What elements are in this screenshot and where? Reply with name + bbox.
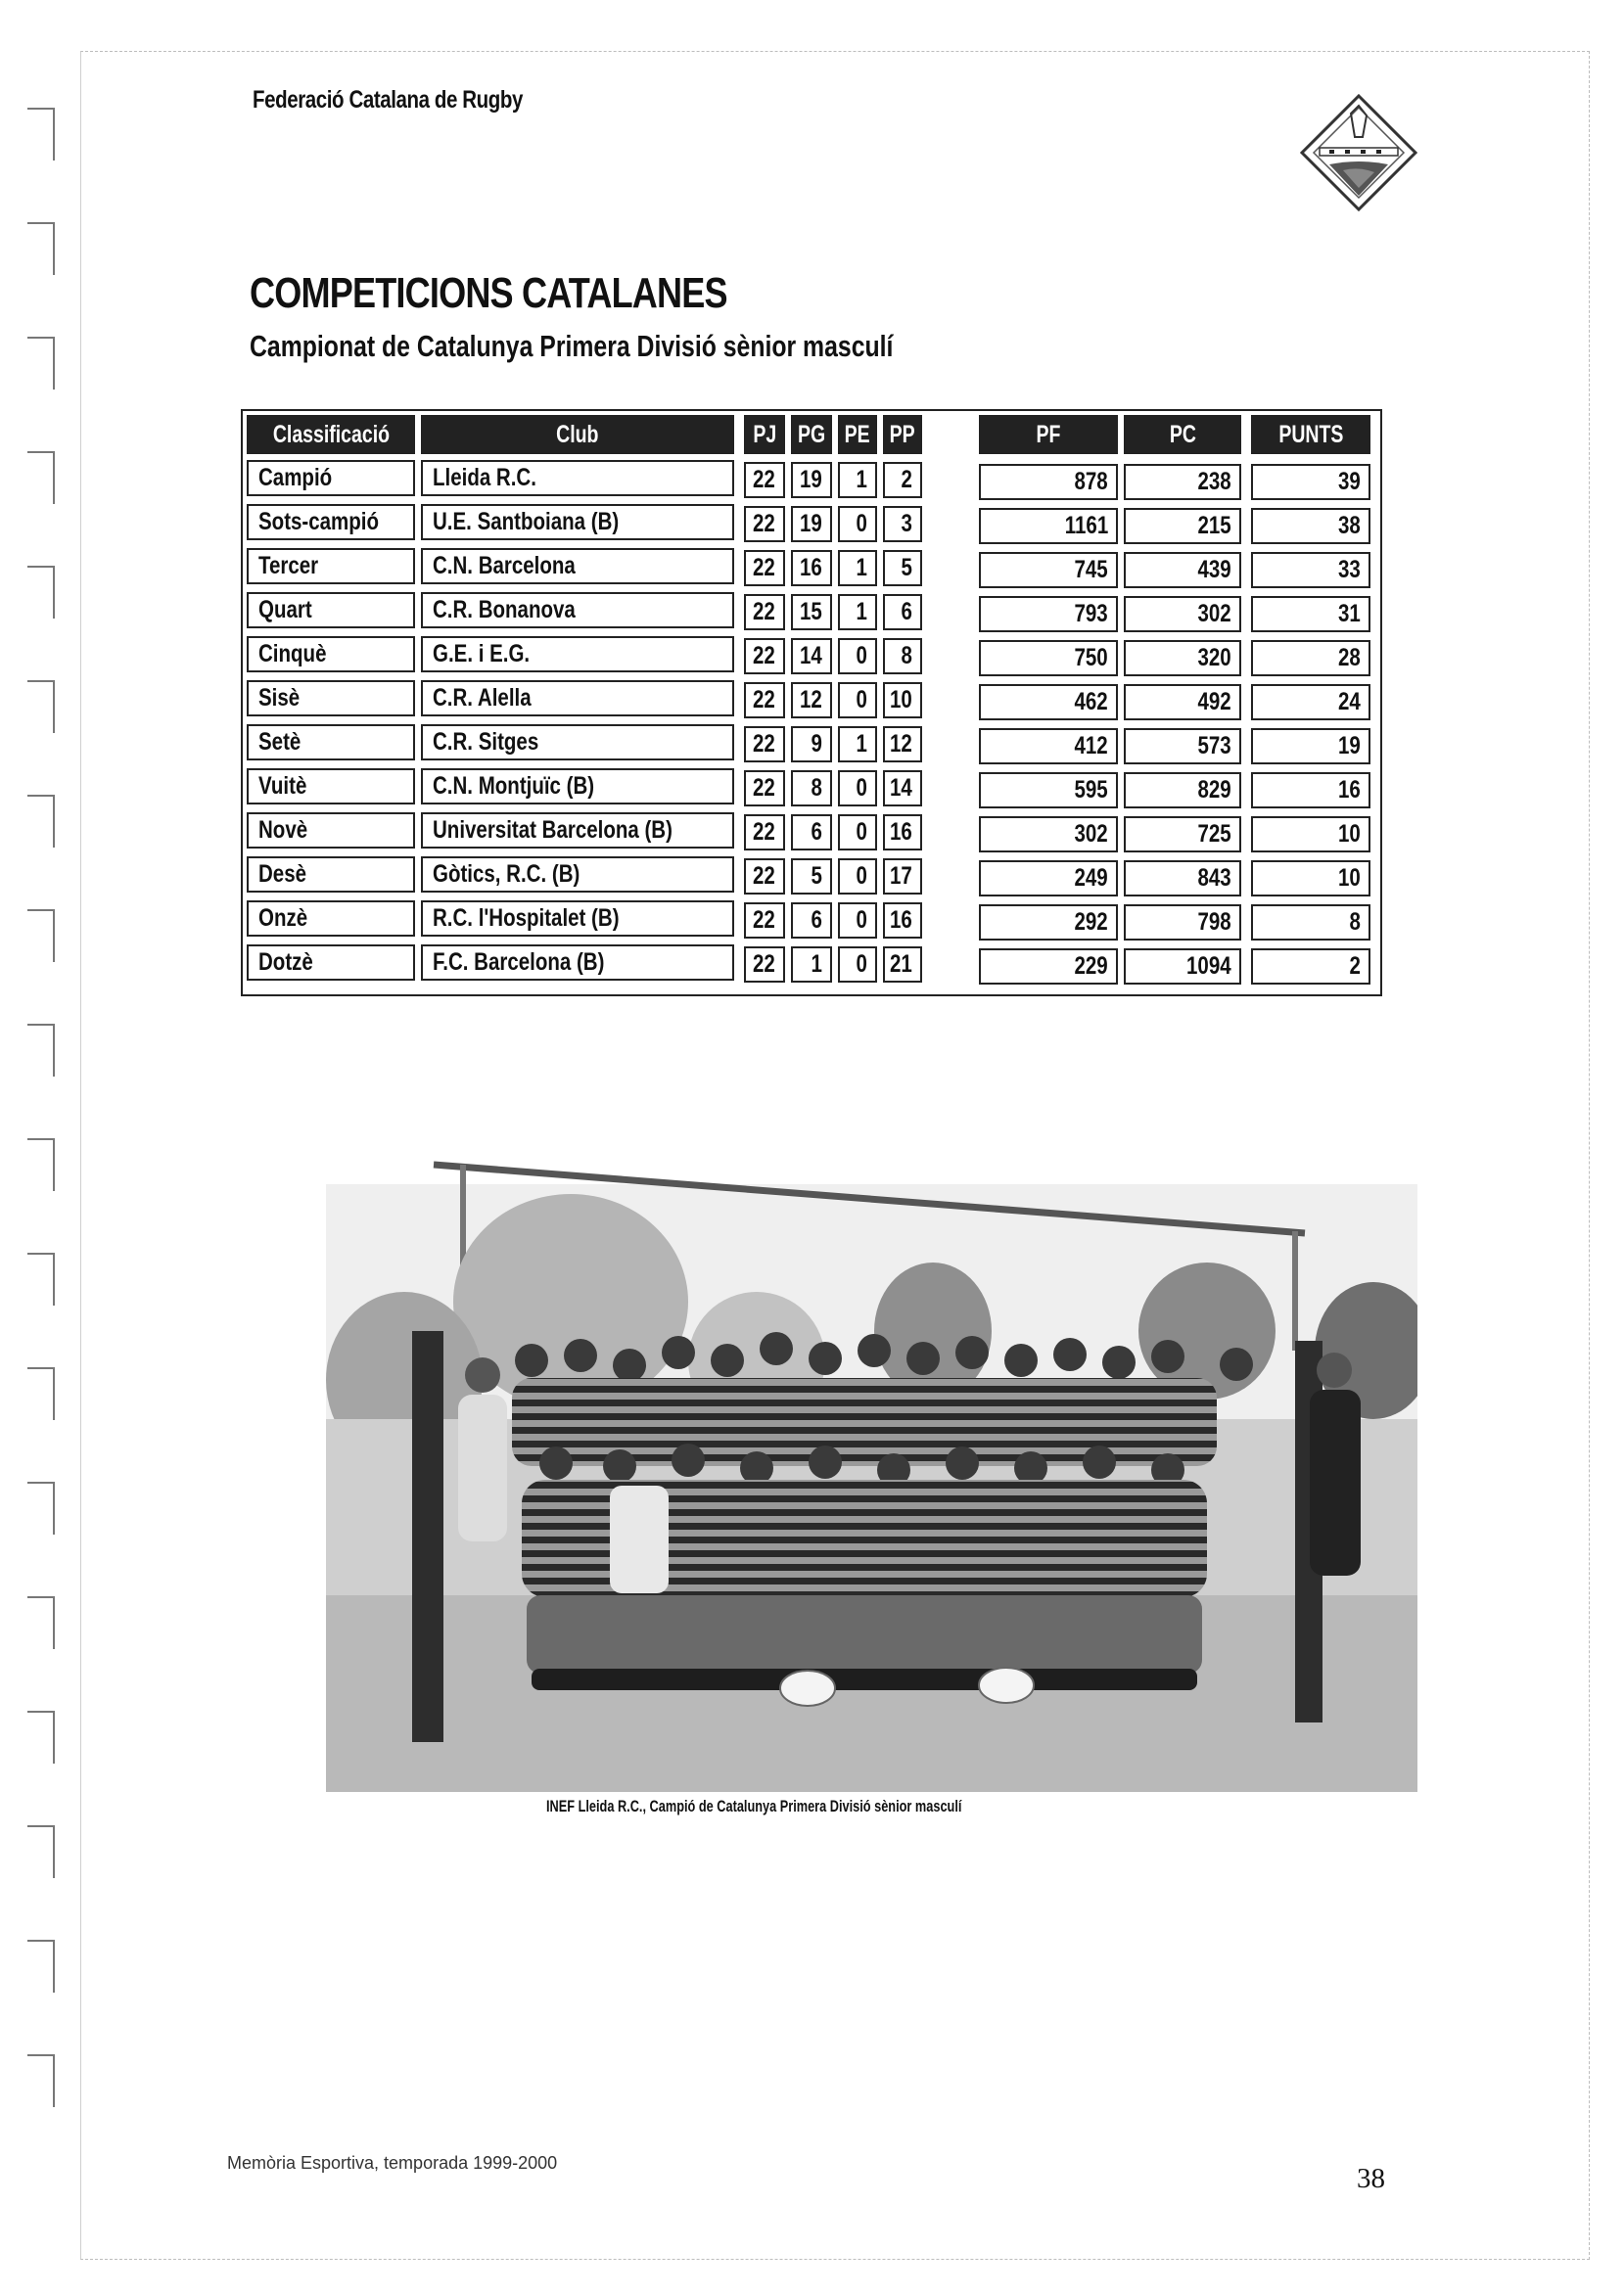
drawn-cell-text: 1 xyxy=(856,730,867,758)
binder-mark xyxy=(27,108,55,161)
lost-cell xyxy=(883,462,922,498)
played-cell xyxy=(744,726,785,762)
won-cell-text: 12 xyxy=(800,686,822,713)
column-header-text: Classificació xyxy=(272,420,390,448)
total-points-cell-text: 8 xyxy=(1349,908,1361,936)
lost-cell-text: 16 xyxy=(890,818,912,846)
points-against-cell-text: 320 xyxy=(1197,644,1231,671)
drawn-cell-text: 1 xyxy=(856,598,867,625)
points-against-cell xyxy=(1124,860,1241,896)
position-cell-text: Desè xyxy=(258,860,307,888)
drawn-cell-text: 0 xyxy=(856,642,867,669)
played-cell-text: 22 xyxy=(753,510,775,537)
club-cell xyxy=(421,460,734,496)
binder-margin xyxy=(0,0,78,2296)
lost-cell-text: 14 xyxy=(890,774,912,802)
lost-cell-text: 21 xyxy=(890,950,912,978)
binder-mark xyxy=(27,795,55,848)
points-for-cell xyxy=(979,464,1118,500)
club-cell-text: G.E. i E.G. xyxy=(433,640,531,667)
points-against-cell-text: 492 xyxy=(1197,688,1231,715)
club-cell xyxy=(421,636,734,672)
lost-cell xyxy=(883,770,922,806)
played-cell-text: 22 xyxy=(753,818,775,846)
total-points-cell xyxy=(1251,772,1370,808)
standings-table xyxy=(241,409,1382,996)
drawn-cell-text: 0 xyxy=(856,686,867,713)
binder-mark xyxy=(27,1596,55,1649)
points-against-cell-text: 1094 xyxy=(1186,952,1231,980)
photo-caption: INEF Lleida R.C., Campió de Catalunya Primera Divisió sènior masculí xyxy=(546,1797,962,1815)
drawn-cell-text: 0 xyxy=(856,774,867,802)
points-for-cell xyxy=(979,860,1118,896)
lost-cell xyxy=(883,946,922,983)
club-cell xyxy=(421,944,734,981)
drawn-cell xyxy=(838,550,877,586)
position-cell-text: Sots-campió xyxy=(258,508,380,535)
club-cell-text: C.R. Sitges xyxy=(433,728,539,756)
total-points-cell-text: 33 xyxy=(1338,556,1361,583)
total-points-cell-text: 19 xyxy=(1338,732,1361,759)
won-cell xyxy=(791,858,832,895)
won-cell xyxy=(791,506,832,542)
points-against-cell-text: 215 xyxy=(1197,512,1231,539)
position-cell-text: Novè xyxy=(258,816,308,844)
played-cell xyxy=(744,858,785,895)
team-photo-icon xyxy=(326,1125,1417,1792)
page-number: 38 xyxy=(1357,2163,1385,2194)
column-header xyxy=(838,415,877,454)
position-cell xyxy=(247,460,415,496)
points-against-cell xyxy=(1124,772,1241,808)
played-cell-text: 22 xyxy=(753,598,775,625)
column-header-text: PC xyxy=(1169,420,1196,448)
position-cell xyxy=(247,548,415,584)
club-cell xyxy=(421,768,734,804)
drawn-cell xyxy=(838,814,877,850)
position-cell-text: Cinquè xyxy=(258,640,327,667)
total-points-cell-text: 2 xyxy=(1349,952,1361,980)
lost-cell xyxy=(883,682,922,718)
points-against-cell xyxy=(1124,508,1241,544)
page-title: COMPETICIONS CATALANES xyxy=(250,269,727,317)
club-cell xyxy=(421,592,734,628)
club-cell-text: Lleida R.C. xyxy=(433,464,536,491)
binder-mark xyxy=(27,1253,55,1306)
lost-cell xyxy=(883,814,922,850)
played-cell xyxy=(744,946,785,983)
total-points-cell xyxy=(1251,552,1370,588)
points-against-cell-text: 238 xyxy=(1197,468,1231,495)
points-against-cell-text: 829 xyxy=(1197,776,1231,804)
total-points-cell-text: 10 xyxy=(1338,820,1361,848)
lost-cell-text: 5 xyxy=(901,554,912,581)
points-against-cell xyxy=(1124,728,1241,764)
column-header xyxy=(744,415,785,454)
points-for-cell-text: 292 xyxy=(1074,908,1108,936)
total-points-cell xyxy=(1251,860,1370,896)
drawn-cell-text: 1 xyxy=(856,466,867,493)
played-cell-text: 22 xyxy=(753,950,775,978)
total-points-cell-text: 39 xyxy=(1338,468,1361,495)
points-for-cell xyxy=(979,508,1118,544)
position-cell-text: Vuitè xyxy=(258,772,307,800)
played-cell xyxy=(744,814,785,850)
footer-text: Memòria Esportiva, temporada 1999-2000 xyxy=(227,2153,558,2173)
drawn-cell xyxy=(838,726,877,762)
column-header xyxy=(883,415,922,454)
points-against-cell xyxy=(1124,948,1241,985)
page-subtitle: Campionat de Catalunya Primera Divisió sènior masculí xyxy=(250,329,894,363)
column-header-text: PJ xyxy=(753,420,776,448)
played-cell xyxy=(744,506,785,542)
drawn-cell xyxy=(838,682,877,718)
total-points-cell-text: 28 xyxy=(1338,644,1361,671)
position-cell xyxy=(247,944,415,981)
points-against-cell-text: 725 xyxy=(1197,820,1231,848)
total-points-cell-text: 24 xyxy=(1338,688,1361,715)
points-for-cell xyxy=(979,552,1118,588)
total-points-cell xyxy=(1251,816,1370,852)
club-cell xyxy=(421,504,734,540)
position-cell-text: Setè xyxy=(258,728,302,756)
won-cell-text: 6 xyxy=(811,818,822,846)
won-cell xyxy=(791,682,832,718)
drawn-cell xyxy=(838,462,877,498)
won-cell-text: 6 xyxy=(811,906,822,934)
total-points-cell xyxy=(1251,904,1370,941)
lost-cell-text: 16 xyxy=(890,906,912,934)
position-cell xyxy=(247,592,415,628)
points-for-cell-text: 1161 xyxy=(1064,512,1108,539)
points-for-cell xyxy=(979,640,1118,676)
lost-cell-text: 12 xyxy=(890,730,912,758)
won-cell xyxy=(791,550,832,586)
column-header-text: Club xyxy=(556,420,599,448)
binder-mark xyxy=(27,1024,55,1077)
won-cell-text: 9 xyxy=(811,730,822,758)
column-header xyxy=(1251,415,1370,454)
won-cell-text: 19 xyxy=(800,466,822,493)
drawn-cell xyxy=(838,506,877,542)
club-cell-text: Universitat Barcelona (B) xyxy=(433,816,673,844)
played-cell xyxy=(744,682,785,718)
binder-mark xyxy=(27,1711,55,1764)
points-for-cell xyxy=(979,684,1118,720)
points-for-cell xyxy=(979,816,1118,852)
played-cell-text: 22 xyxy=(753,554,775,581)
drawn-cell xyxy=(838,770,877,806)
column-header xyxy=(1124,415,1241,454)
points-against-cell-text: 302 xyxy=(1197,600,1231,627)
column-header xyxy=(791,415,832,454)
total-points-cell xyxy=(1251,640,1370,676)
points-for-cell-text: 793 xyxy=(1074,600,1108,627)
federation-logo-icon xyxy=(1300,94,1417,211)
total-points-cell xyxy=(1251,948,1370,985)
lost-cell-text: 6 xyxy=(901,598,912,625)
position-cell xyxy=(247,636,415,672)
played-cell xyxy=(744,462,785,498)
points-for-cell-text: 229 xyxy=(1074,952,1108,980)
won-cell xyxy=(791,726,832,762)
points-against-cell xyxy=(1124,596,1241,632)
won-cell-text: 16 xyxy=(800,554,822,581)
club-cell-text: C.R. Alella xyxy=(433,684,532,712)
won-cell-text: 19 xyxy=(800,510,822,537)
lost-cell-text: 2 xyxy=(901,466,912,493)
played-cell-text: 22 xyxy=(753,862,775,890)
lost-cell-text: 3 xyxy=(901,510,912,537)
won-cell-text: 14 xyxy=(800,642,822,669)
column-header-text: PE xyxy=(844,420,871,448)
won-cell xyxy=(791,814,832,850)
played-cell-text: 22 xyxy=(753,642,775,669)
points-against-cell xyxy=(1124,816,1241,852)
position-cell-text: Dotzè xyxy=(258,948,313,976)
points-for-cell-text: 750 xyxy=(1074,644,1108,671)
total-points-cell-text: 38 xyxy=(1338,512,1361,539)
played-cell-text: 22 xyxy=(753,466,775,493)
binder-mark xyxy=(27,451,55,504)
binder-mark xyxy=(27,222,55,275)
won-cell xyxy=(791,638,832,674)
total-points-cell-text: 16 xyxy=(1338,776,1361,804)
club-cell-text: C.N. Barcelona xyxy=(433,552,576,579)
points-for-cell xyxy=(979,948,1118,985)
lost-cell xyxy=(883,726,922,762)
points-for-cell xyxy=(979,728,1118,764)
points-for-cell-text: 595 xyxy=(1074,776,1108,804)
played-cell-text: 22 xyxy=(753,730,775,758)
points-for-cell-text: 302 xyxy=(1074,820,1108,848)
position-cell-text: Campió xyxy=(258,464,333,491)
points-for-cell-text: 412 xyxy=(1074,732,1108,759)
won-cell-text: 1 xyxy=(811,950,822,978)
position-cell xyxy=(247,768,415,804)
points-against-cell-text: 843 xyxy=(1197,864,1231,892)
won-cell-text: 5 xyxy=(811,862,822,890)
position-cell-text: Onzè xyxy=(258,904,308,932)
position-cell xyxy=(247,900,415,937)
column-header-text: PG xyxy=(797,420,826,448)
points-against-cell-text: 573 xyxy=(1197,732,1231,759)
points-against-cell-text: 439 xyxy=(1197,556,1231,583)
points-for-cell xyxy=(979,596,1118,632)
total-points-cell xyxy=(1251,684,1370,720)
won-cell xyxy=(791,902,832,939)
total-points-cell-text: 31 xyxy=(1338,600,1361,627)
club-cell xyxy=(421,680,734,716)
played-cell-text: 22 xyxy=(753,774,775,802)
won-cell xyxy=(791,946,832,983)
total-points-cell xyxy=(1251,596,1370,632)
played-cell xyxy=(744,638,785,674)
points-against-cell-text: 798 xyxy=(1197,908,1231,936)
binder-mark xyxy=(27,680,55,733)
club-cell-text: C.N. Montjuïc (B) xyxy=(433,772,595,800)
club-cell xyxy=(421,856,734,893)
drawn-cell-text: 1 xyxy=(856,554,867,581)
drawn-cell xyxy=(838,858,877,895)
column-header xyxy=(247,415,415,454)
total-points-cell-text: 10 xyxy=(1338,864,1361,892)
points-for-cell-text: 462 xyxy=(1074,688,1108,715)
lost-cell-text: 8 xyxy=(901,642,912,669)
won-cell xyxy=(791,770,832,806)
position-cell xyxy=(247,812,415,849)
drawn-cell-text: 0 xyxy=(856,510,867,537)
lost-cell xyxy=(883,550,922,586)
binder-mark xyxy=(27,1482,55,1535)
binder-mark xyxy=(27,1825,55,1878)
lost-cell xyxy=(883,858,922,895)
column-header-text: PP xyxy=(889,420,916,448)
points-against-cell xyxy=(1124,552,1241,588)
played-cell-text: 22 xyxy=(753,906,775,934)
drawn-cell-text: 0 xyxy=(856,862,867,890)
club-cell-text: Gòtics, R.C. (B) xyxy=(433,860,580,888)
column-header-text: PUNTS xyxy=(1277,420,1344,448)
points-against-cell xyxy=(1124,684,1241,720)
position-cell xyxy=(247,680,415,716)
points-for-cell-text: 745 xyxy=(1074,556,1108,583)
played-cell xyxy=(744,902,785,939)
column-header xyxy=(421,415,734,454)
drawn-cell xyxy=(838,946,877,983)
club-cell xyxy=(421,548,734,584)
played-cell xyxy=(744,770,785,806)
position-cell-text: Quart xyxy=(258,596,312,623)
played-cell xyxy=(744,594,785,630)
won-cell-text: 8 xyxy=(811,774,822,802)
drawn-cell-text: 0 xyxy=(856,906,867,934)
position-cell xyxy=(247,856,415,893)
drawn-cell xyxy=(838,638,877,674)
drawn-cell-text: 0 xyxy=(856,950,867,978)
drawn-cell xyxy=(838,902,877,939)
position-cell xyxy=(247,724,415,760)
lost-cell-text: 10 xyxy=(890,686,912,713)
points-for-cell xyxy=(979,772,1118,808)
points-against-cell xyxy=(1124,464,1241,500)
drawn-cell-text: 0 xyxy=(856,818,867,846)
club-cell-text: R.C. l'Hospitalet (B) xyxy=(433,904,620,932)
club-cell-text: C.R. Bonanova xyxy=(433,596,576,623)
club-cell-text: F.C. Barcelona (B) xyxy=(433,948,605,976)
lost-cell xyxy=(883,902,922,939)
points-against-cell xyxy=(1124,904,1241,941)
total-points-cell xyxy=(1251,508,1370,544)
organization-name: Federació Catalana de Rugby xyxy=(253,86,524,114)
played-cell xyxy=(744,550,785,586)
points-for-cell xyxy=(979,904,1118,941)
position-cell-text: Tercer xyxy=(258,552,319,579)
column-header xyxy=(979,415,1118,454)
played-cell-text: 22 xyxy=(753,686,775,713)
club-cell xyxy=(421,812,734,849)
lost-cell xyxy=(883,638,922,674)
points-for-cell-text: 878 xyxy=(1074,468,1108,495)
won-cell xyxy=(791,462,832,498)
drawn-cell xyxy=(838,594,877,630)
club-cell-text: U.E. Santboiana (B) xyxy=(433,508,620,535)
binder-mark xyxy=(27,1940,55,1993)
binder-mark xyxy=(27,1367,55,1420)
club-cell xyxy=(421,900,734,937)
position-cell-text: Sisè xyxy=(258,684,301,712)
total-points-cell xyxy=(1251,464,1370,500)
binder-mark xyxy=(27,909,55,962)
lost-cell xyxy=(883,594,922,630)
column-header-text: PF xyxy=(1036,420,1061,448)
points-for-cell-text: 249 xyxy=(1074,864,1108,892)
lost-cell-text: 17 xyxy=(890,862,912,890)
lost-cell xyxy=(883,506,922,542)
binder-mark xyxy=(27,1138,55,1191)
club-cell xyxy=(421,724,734,760)
points-against-cell xyxy=(1124,640,1241,676)
won-cell-text: 15 xyxy=(800,598,822,625)
binder-mark xyxy=(27,2054,55,2107)
position-cell xyxy=(247,504,415,540)
won-cell xyxy=(791,594,832,630)
binder-mark xyxy=(27,337,55,390)
total-points-cell xyxy=(1251,728,1370,764)
binder-mark xyxy=(27,566,55,619)
